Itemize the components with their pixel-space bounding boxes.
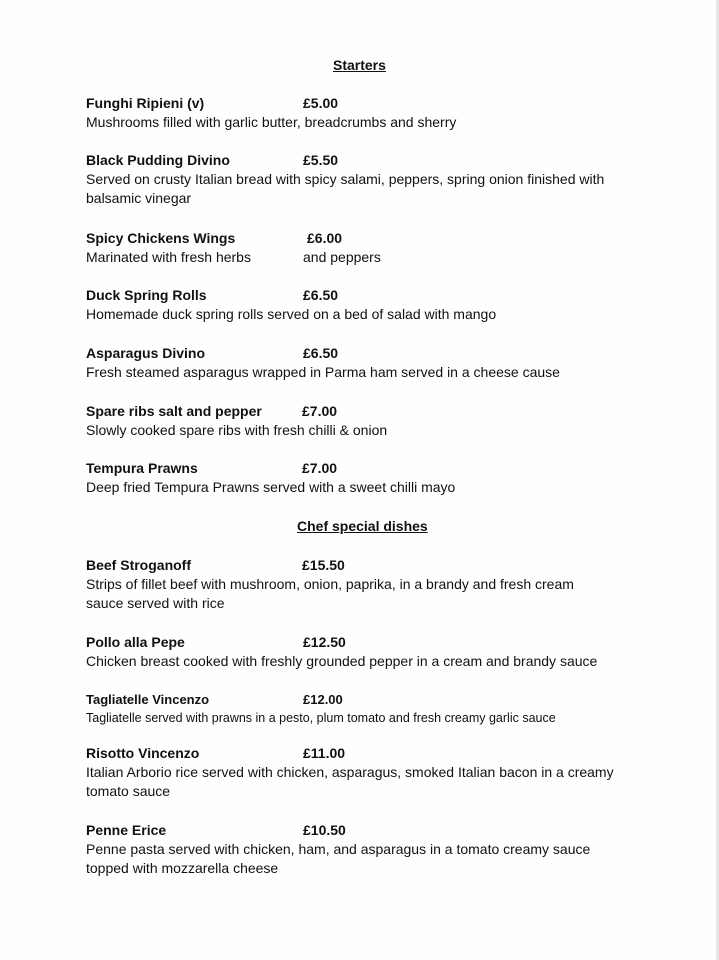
section-title-chef-specials: Chef special dishes — [297, 518, 428, 534]
item-description: Tagliatelle served with prawns in a pesto, plum tomato and fresh creamy garlic sauce — [86, 711, 556, 725]
menu-item — [86, 229, 646, 267]
item-description: Homemade duck spring rolls served on a bed of salad with mango — [86, 306, 497, 322]
item-name: Asparagus Divino — [86, 345, 206, 361]
item-price: £10.50 — [303, 822, 346, 838]
item-description-extra: and peppers — [303, 249, 381, 265]
item-description: Fresh steamed asparagus wrapped in Parma ham served in a cheese cause — [86, 364, 560, 380]
item-description: Strips of fillet beef with mushroom, onion, paprika, in a brandy and fresh cream sauce served with rice — [86, 576, 574, 611]
menu-item — [86, 344, 646, 382]
menu-item — [86, 744, 646, 801]
item-description: Served on crusty Italian bread with spicy salami, peppers, spring onion finished with balsamic vinegar — [86, 171, 605, 206]
menu-item — [86, 151, 646, 208]
item-name: Funghi Ripieni (v) — [86, 95, 205, 111]
item-name: Penne Erice — [86, 822, 167, 838]
item-description: Mushrooms filled with garlic butter, breadcrumbs and sherry — [86, 114, 457, 130]
item-price: £6.50 — [303, 345, 339, 361]
item-price: £5.00 — [303, 95, 339, 111]
item-description: Penne pasta served with chicken, ham, and asparagus in a tomato creamy sauce topped with mozzarella cheese — [86, 841, 591, 876]
item-price: £7.00 — [302, 403, 338, 419]
menu-item — [86, 94, 646, 132]
item-description: Italian Arborio rice served with chicken, asparagus, smoked Italian bacon in a creamy tomato sauce — [86, 764, 614, 799]
item-price: £6.00 — [307, 230, 343, 246]
menu-item — [86, 402, 646, 440]
section-title-starters: Starters — [333, 57, 386, 73]
item-name: Beef Stroganoff — [86, 557, 191, 573]
item-price: £15.50 — [302, 557, 345, 573]
menu-item — [86, 633, 646, 671]
item-price: £12.50 — [303, 634, 346, 650]
menu-item — [86, 556, 646, 613]
item-name: Spare ribs salt and pepper — [86, 403, 262, 419]
item-name: Black Pudding Divino — [86, 152, 230, 168]
item-description: Deep fried Tempura Prawns served with a sweet chilli mayo — [86, 479, 456, 495]
item-name: Tempura Prawns — [86, 460, 198, 476]
menu-item — [86, 459, 646, 497]
item-price: £5.50 — [303, 152, 339, 168]
item-price: £12.00 — [303, 692, 343, 707]
menu-item — [86, 821, 646, 878]
item-price: £6.50 — [303, 287, 339, 303]
item-price: £11.00 — [303, 745, 346, 761]
item-description: Slowly cooked spare ribs with fresh chilli & onion — [86, 422, 388, 438]
menu-item — [86, 690, 646, 728]
item-description: Chicken breast cooked with freshly grounded pepper in a cream and brandy sauce — [86, 653, 598, 669]
item-description: Marinated with fresh herbs — [86, 249, 251, 265]
item-name: Spicy Chickens Wings — [86, 230, 236, 246]
item-name: Duck Spring Rolls — [86, 287, 207, 303]
item-price: £7.00 — [302, 460, 338, 476]
item-name: Pollo alla Pepe — [86, 634, 185, 650]
item-name: Risotto Vincenzo — [86, 745, 200, 761]
menu-item — [86, 286, 646, 324]
item-name: Tagliatelle Vincenzo — [86, 692, 210, 707]
